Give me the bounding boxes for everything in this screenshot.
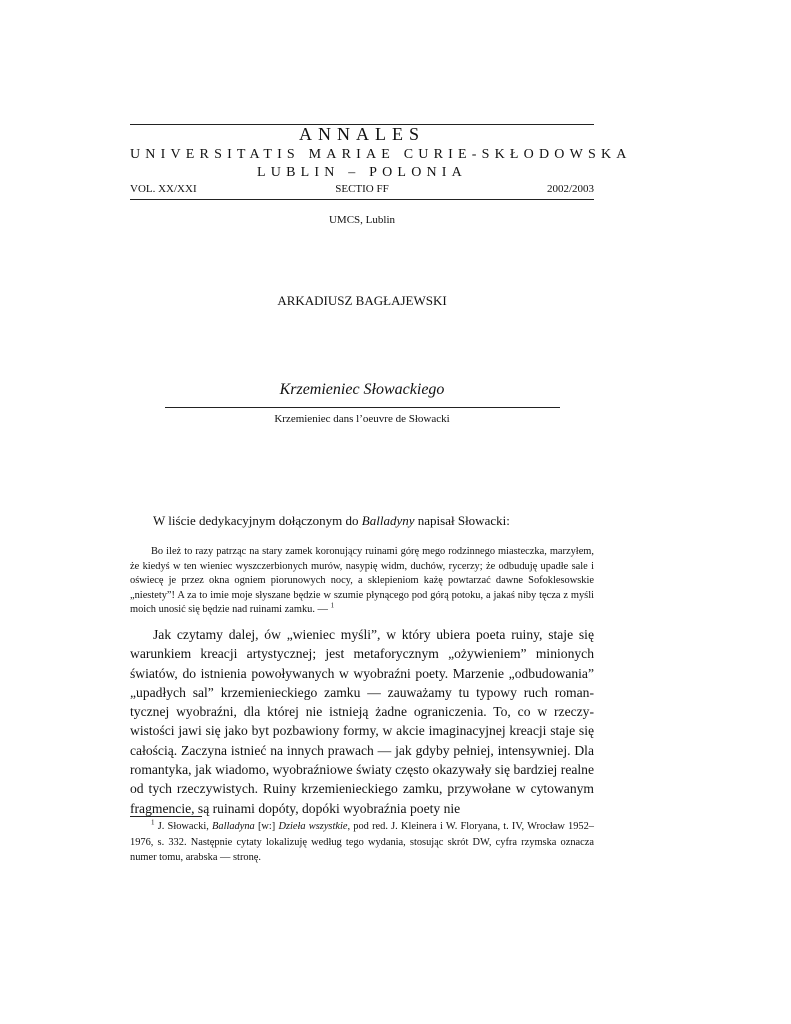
intro-text-before: W liście dedykacyjnym dołączonym do [153,513,362,528]
article-subtitle: Krzemieniec dans l’oeuvre de Słowacki [274,413,450,425]
article-title: Krzemieniec Słowackiego [279,381,445,398]
intro-work-title: Balladyny [361,513,415,528]
intro-sentence [153,513,593,529]
footnote-rule [130,816,202,817]
author-name: ARKADIUSZ BAGŁAJEWSKI [277,293,447,308]
quote-text: Bo ileż to razy patrząc na stary zamek koronujący ruinami górę mego rodzinnego miasteczka, marzyłem, że kiedyś w ten wieniec wyszczerbionych murów, nasypię widm, duchów, rycerzy; że odbuduję upadłe sale i oświecę je przez okna ogniem piorunowych nocy, a sklepieniom każę powtarzać dawne Sofoklesowskie „niestety”! A za to imie moje słyszane będzie w szumie płynącego pod górą potoku, a jakaś niby tęcza z myśli moich unosić się będzie nad ruinami zamku. — [130,546,594,616]
footnote-author: J. Słowacki, [157,821,213,832]
header-bottom-rule [130,199,594,200]
footnote-work: Balladyna [212,821,255,832]
journal-meta-row [130,183,594,197]
block-quote [130,545,594,618]
intro-text-after: napisał Słowacki: [414,513,510,528]
body-text: Jak czytamy dalej, ów „wieniec myśli”, w który ubiera poeta ruiny, staje się warunkiem kreacji artystycznej; jest metaforycznym „ożywieniem” minionych światów, do istnienia powoływanych w wyobraźni poety. Marzenie „odbudowania” „upadłych sal” krzemienieckiego zamku — zauważamy tu typowy ruch romantycznej wyobraźni, dla której nie istnieją żadne ograniczenia. To, co w rzeczywistości jawi się jako byt pozbawiony formy, w akcie imaginacyjnej kreacji staje się całością. Zaczyna istnieć na innych prawach — jak gdyby pełniej, intensywniej. Dla romantyka, jak wiadomo, wyobraźniowe światy często okazywały się bardziej realne od tych rzeczywistych. Ruiny krzemienieckiego zamku, przywołane w cytowanym fragmencie, są ruinami dopóty, dopóki wyobraźnia poety nie [130,627,594,816]
footnote-ref: 1 [330,601,335,610]
footnote-in: [w:] [254,821,279,832]
year-label: 2002/2003 [546,183,594,195]
body-paragraph [130,625,594,818]
title-rule [165,407,560,408]
journal-title: ANNALES [299,124,425,144]
footnote [130,819,594,866]
sectio-label: SECTIO FF [335,183,389,195]
footnote-number: 1 [151,818,155,827]
footnote-collection: Dzieła wszystkie [278,821,348,832]
footnote-rest: , pod red. J. Kleinera i W. Floryana, t. IV, Wrocław 1952–1976, s. 332. Następnie cytaty lokalizuję według tego wydania, stosując skrót DW, cyfra rzymska oznacza numer tomu, arabska — stronę. [130,821,594,864]
journal-subtitle: UNIVERSITATIS MARIAE CURIE-SKŁODOWSKA [130,147,632,162]
volume-label: VOL. XX/XXI [130,183,197,195]
affiliation: UMCS, Lublin [328,214,395,226]
journal-place: LUBLIN – POLONIA [257,165,467,180]
